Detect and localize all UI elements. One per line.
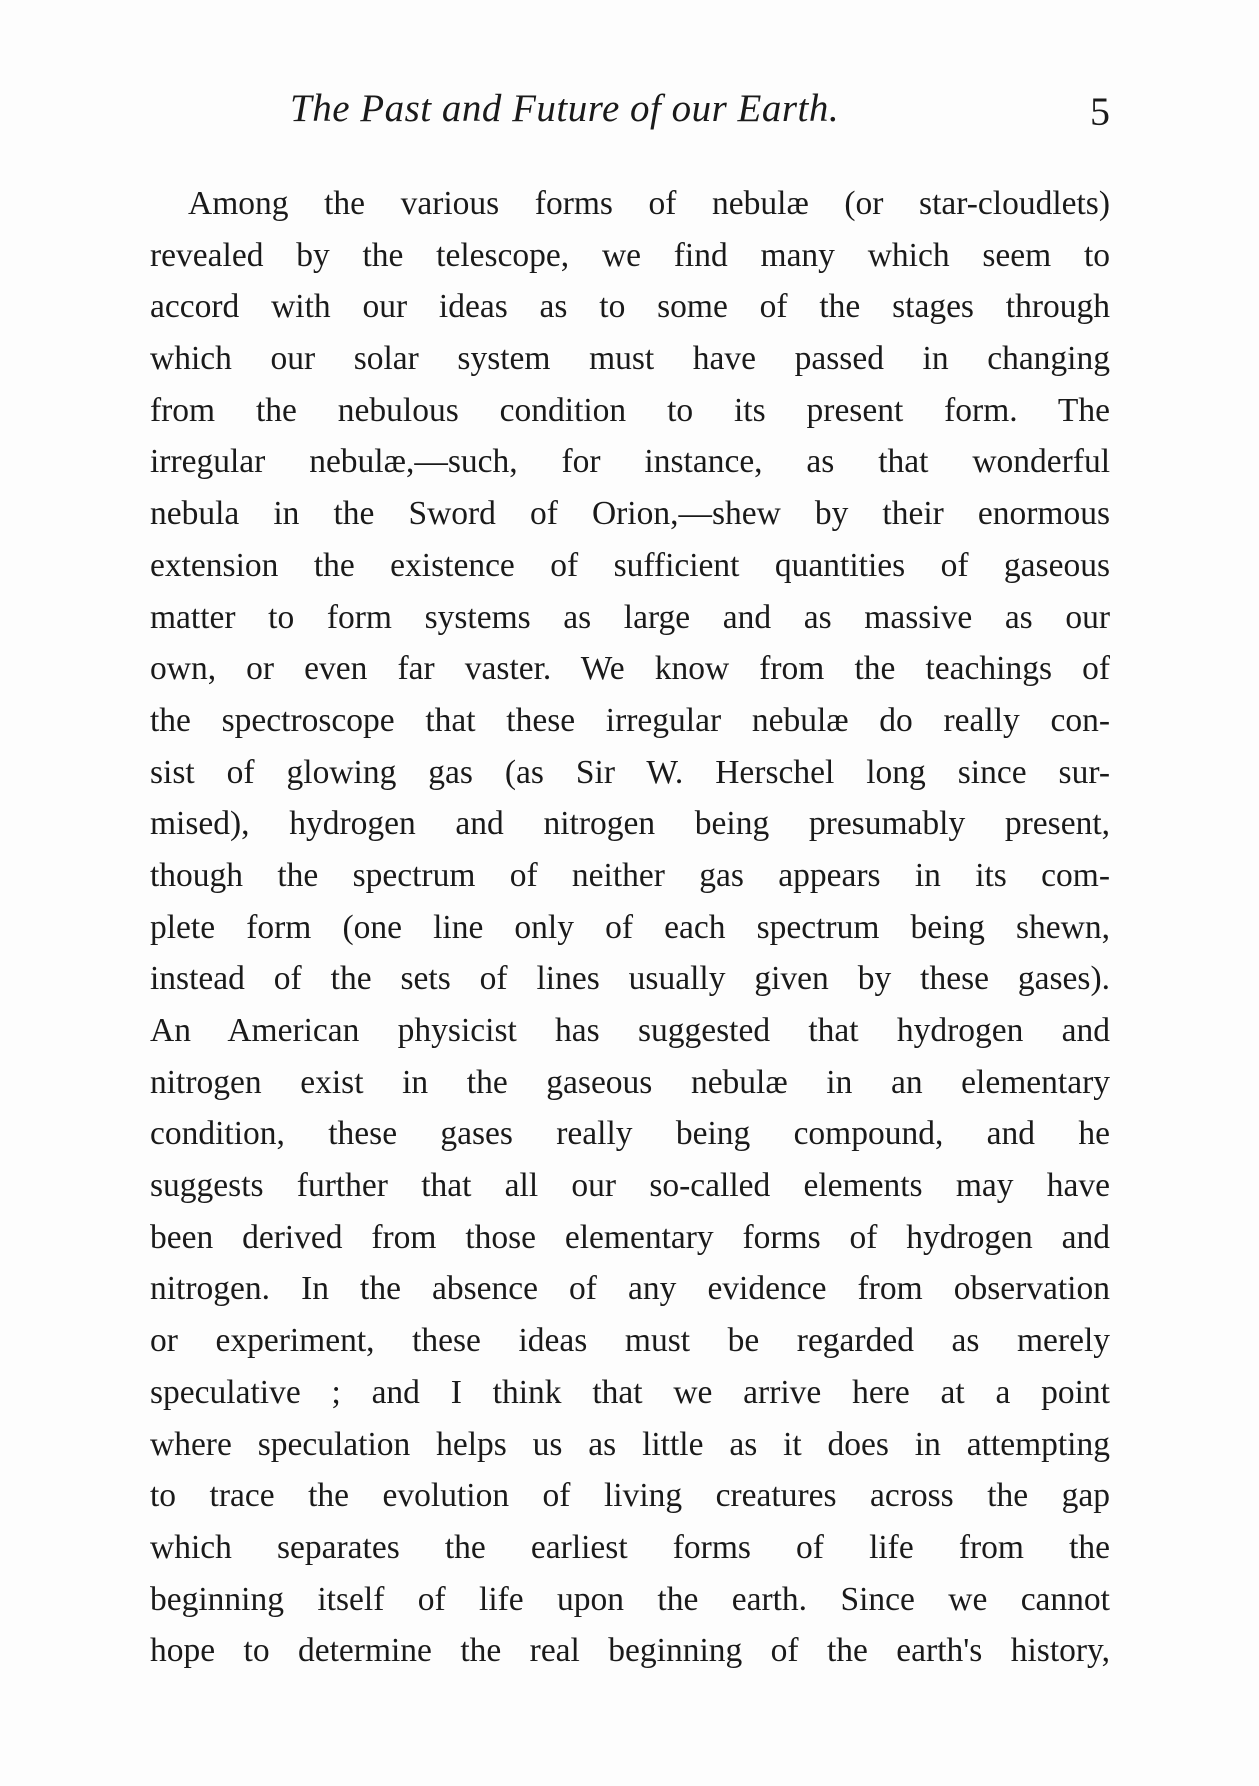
text-line: nitrogen exist in the gaseous nebulæ in an elementary [150, 1063, 1110, 1101]
text-line: irregular nebulæ,—such, for instance, as that wonderful [150, 443, 1110, 481]
text-line: An American physicist has suggested that hydrogen and [150, 1012, 1110, 1049]
text-line: condition, these gases really being compound, and he [150, 1115, 1110, 1153]
text-line: from the nebulous condition to its present form. The [150, 391, 1110, 429]
page-number: 5 [1090, 89, 1110, 134]
text-line: hope to determine the real beginning of the earth's history, [150, 1632, 1110, 1670]
text-line: revealed by the telescope, we find many which seem to [150, 236, 1110, 274]
running-title: The Past and Future of our Earth. [290, 87, 840, 130]
text-line: sist of glowing gas (as Sir W. Herschel long since sur- [150, 753, 1110, 791]
text-line: which our solar system must have passed in changing [150, 340, 1110, 378]
text-line: beginning itself of life upon the earth. Since we cannot [150, 1580, 1110, 1618]
text-line: mised), hydrogen and nitrogen being presumably present, [150, 805, 1110, 843]
text-line: nebula in the Sword of Orion,—shew by their enormous [150, 495, 1110, 533]
text-line: own, or even far vaster. We know from the teachings of [150, 650, 1110, 688]
text-line: instead of the sets of lines usually given by these gases). [150, 960, 1110, 998]
text-line: nitrogen. In the absence of any evidence from observation [150, 1270, 1110, 1308]
text-line: where speculation helps us as little as it does in attempting [150, 1425, 1110, 1463]
text-line: matter to form systems as large and as massive as our [150, 598, 1110, 636]
text-line: speculative ; and I think that we arrive here at a point [150, 1373, 1110, 1411]
text-line: been derived from those elementary forms of hydrogen and [150, 1218, 1110, 1256]
body-paragraph [150, 178, 1110, 1677]
text-line: which separates the earliest forms of life from the [150, 1528, 1110, 1566]
text-line: to trace the evolution of living creatures across the gap [150, 1477, 1110, 1515]
text-line: plete form (one line only of each spectrum being shewn, [150, 908, 1110, 946]
page-header [150, 86, 1110, 146]
text-line: though the spectrum of neither gas appears in its com- [150, 856, 1110, 894]
text-line: accord with our ideas as to some of the stages through [150, 288, 1110, 326]
text-line: the spectroscope that these irregular nebulæ do really con- [150, 701, 1110, 739]
text-line: Among the various forms of nebulæ (or star-cloudlets) [188, 185, 1110, 222]
text-line: extension the existence of sufficient quantities of gaseous [150, 546, 1110, 584]
text-line: suggests further that all our so-called elements may have [150, 1167, 1110, 1205]
text-line: or experiment, these ideas must be regarded as merely [150, 1322, 1110, 1360]
